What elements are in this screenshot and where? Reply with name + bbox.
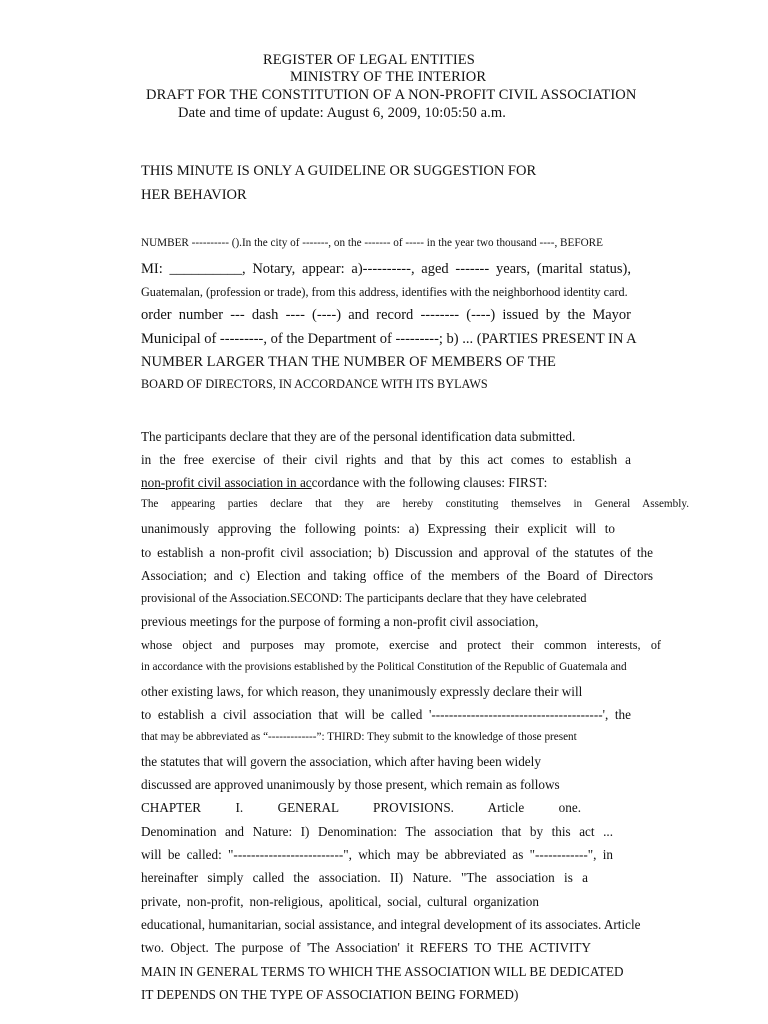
body-line: Association; and c) Election and taking office of the members of the Board of Directors	[141, 568, 653, 583]
body-line: to establish a non-profit civil association; b) Discussion and approval of the statutes of the	[141, 545, 653, 560]
body-line: The participants declare that they are of the personal identification data submitted.	[141, 429, 576, 444]
body-line: NUMBER LARGER THAN THE NUMBER OF MEMBERS OF THE	[141, 354, 556, 370]
body-line: BOARD OF DIRECTORS, IN ACCORDANCE WITH ITS BYLAWS	[141, 377, 488, 391]
body-line	[141, 475, 581, 491]
body-line: previous meetings for the purpose of forming a non-profit civil association,	[141, 614, 539, 629]
body-line: Municipal of ---------, of the Department of ---------; b) ... (PARTIES PRESENT IN A	[141, 331, 637, 347]
underlined-phrase: non-profit civil association in ac	[141, 475, 312, 490]
body-line: to establish a civil association that will be called '---------------------------------------', the	[141, 707, 631, 722]
registry-title: REGISTER OF LEGAL ENTITIES	[263, 52, 475, 68]
body-line: NUMBER ---------- ().In the city of -------, on the ------- of ----- in the year two thousand ----, BEFORE	[141, 237, 603, 249]
body-line: in the free exercise of their civil rights and that by this act comes to establish a	[141, 452, 631, 467]
ministry-title: MINISTRY OF THE INTERIOR	[290, 69, 487, 85]
body-line: educational, humanitarian, social assistance, and integral development of its associates. Article	[141, 917, 641, 932]
body-line: Guatemalan, (profession or trade), from this address, identifies with the neighborhood identity card.	[141, 285, 628, 299]
body-line: IT DEPENDS ON THE TYPE OF ASSOCIATION BEING FORMED)	[141, 987, 519, 1002]
body-line: hereinafter simply called the association. II) Nature. "The association is a	[141, 870, 588, 885]
clauses-intro: cordance with the following clauses: FIRST:	[311, 475, 548, 490]
body-line: Denomination and Nature: I) Denomination: The association that by this act ...	[141, 824, 613, 839]
body-line: MAIN IN GENERAL TERMS TO WHICH THE ASSOCIATION WILL BE DEDICATED	[141, 964, 624, 979]
body-line: that may be abbreviated as “-------------”: THIRD: They submit to the knowledge of those present	[141, 731, 577, 743]
body-line: in accordance with the provisions established by the Political Constitution of the Republic of Guatemala and	[141, 661, 627, 673]
body-line: order number --- dash ---- (----) and record -------- (----) issued by the Mayor	[141, 307, 631, 323]
chapter-heading: CHAPTER I. GENERAL PROVISIONS. Article one.	[141, 800, 581, 815]
draft-title: DRAFT FOR THE CONSTITUTION OF A NON-PROFIT CIVIL ASSOCIATION	[146, 87, 637, 103]
body-line: will be called: "-------------------------", which may be abbreviated as "------------", in	[141, 847, 613, 862]
body-line: unanimously approving the following points: a) Expressing their explicit will to	[141, 521, 615, 536]
body-line: two. Object. The purpose of 'The Association' it REFERS TO THE ACTIVITY	[141, 940, 591, 955]
body-line: other existing laws, for which reason, they unanimously expressly declare their will	[141, 684, 583, 699]
body-line: MI: __________, Notary, appear: a)----------, aged ------- years, (marital status),	[141, 261, 631, 277]
body-line: discussed are approved unanimously by those present, which remain as follows	[141, 777, 560, 792]
body-line: private, non-profit, non-religious, apolitical, social, cultural organization	[141, 894, 539, 909]
body-line: provisional of the Association.SECOND: The participants declare that they have celebrated	[141, 591, 587, 605]
update-date: Date and time of update: August 6, 2009, 10:05:50 a.m.	[178, 105, 506, 121]
body-line: the statutes that will govern the association, which after having been widely	[141, 754, 541, 769]
body-line: whose object and purposes may promote, exercise and protect their common interests, of	[141, 638, 661, 652]
notice-line-1: THIS MINUTE IS ONLY A GUIDELINE OR SUGGESTION FOR	[141, 163, 537, 179]
body-line: The appearing parties declare that they are hereby constituting themselves in General Assembly.	[141, 498, 689, 510]
notice-line-2: HER BEHAVIOR	[141, 187, 247, 203]
